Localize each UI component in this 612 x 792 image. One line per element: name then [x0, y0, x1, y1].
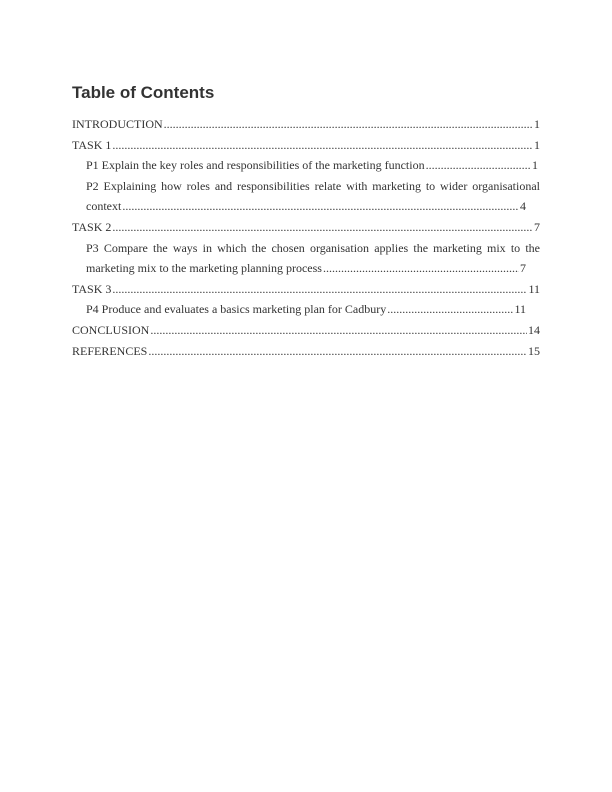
- toc-entry-p4[interactable]: [72, 299, 540, 320]
- dot-leader: [387, 299, 513, 320]
- toc-entry-task-3[interactable]: [72, 279, 540, 300]
- toc-entry-page: 15: [528, 343, 540, 358]
- dot-leader: [323, 258, 519, 279]
- toc-entry-page: 7: [520, 261, 526, 276]
- toc-entry-p2[interactable]: [72, 176, 540, 217]
- toc-entry-references[interactable]: [72, 341, 540, 362]
- toc-entry-page: 4: [520, 199, 526, 214]
- toc-entry-label-line1: P3 Compare the ways in which the chosen organisation applies the marketing mix to the: [86, 240, 540, 255]
- toc-entry-page: 1: [534, 137, 540, 152]
- toc-entry-page: 14: [528, 322, 540, 337]
- toc-entry-page: 1: [532, 158, 538, 173]
- toc-entry-page: 11: [514, 302, 526, 317]
- toc-entry-page: 11: [528, 281, 540, 296]
- toc-entry-page: 7: [534, 219, 540, 234]
- dot-leader: [164, 114, 533, 135]
- dot-leader: [112, 217, 533, 238]
- toc-list: [72, 114, 540, 361]
- toc-entry-label: TASK 1: [72, 137, 112, 152]
- toc-entry-label: P4 Produce and evaluates a basics marketing plan for Cadbury: [86, 302, 387, 317]
- toc-entry-label: REFERENCES: [72, 343, 148, 358]
- toc-entry-task-2[interactable]: [72, 217, 540, 238]
- toc-entry-page: 1: [534, 117, 540, 131]
- toc-entry-label-line2: marketing mix to the marketing planning process: [86, 261, 322, 276]
- toc-entry-label: INTRODUCTION: [72, 117, 163, 131]
- dot-leader: [112, 135, 533, 156]
- toc-entry-task-1[interactable]: [72, 135, 540, 156]
- dot-leader: [150, 320, 527, 341]
- toc-entry-introduction[interactable]: [72, 114, 540, 135]
- toc-entry-conclusion[interactable]: [72, 320, 540, 341]
- toc-entry-label: P1 Explain the key roles and responsibilities of the marketing function: [86, 158, 425, 173]
- toc-entry-label: TASK 3: [72, 281, 112, 296]
- toc-entry-label: TASK 2: [72, 219, 112, 234]
- dot-leader: [112, 279, 527, 300]
- toc-title: Table of Contents: [72, 83, 215, 102]
- toc-entry-p1[interactable]: [72, 155, 540, 176]
- dot-leader: [148, 341, 527, 362]
- toc-entry-label-line1: P2 Explaining how roles and responsibilities relate with marketing to wider organisational: [86, 178, 540, 193]
- toc-entry-label-line2: context: [86, 199, 122, 214]
- dot-leader: [426, 155, 531, 176]
- toc-entry-p3[interactable]: [72, 238, 540, 279]
- dot-leader: [122, 196, 519, 217]
- toc-entry-label: CONCLUSION: [72, 322, 150, 337]
